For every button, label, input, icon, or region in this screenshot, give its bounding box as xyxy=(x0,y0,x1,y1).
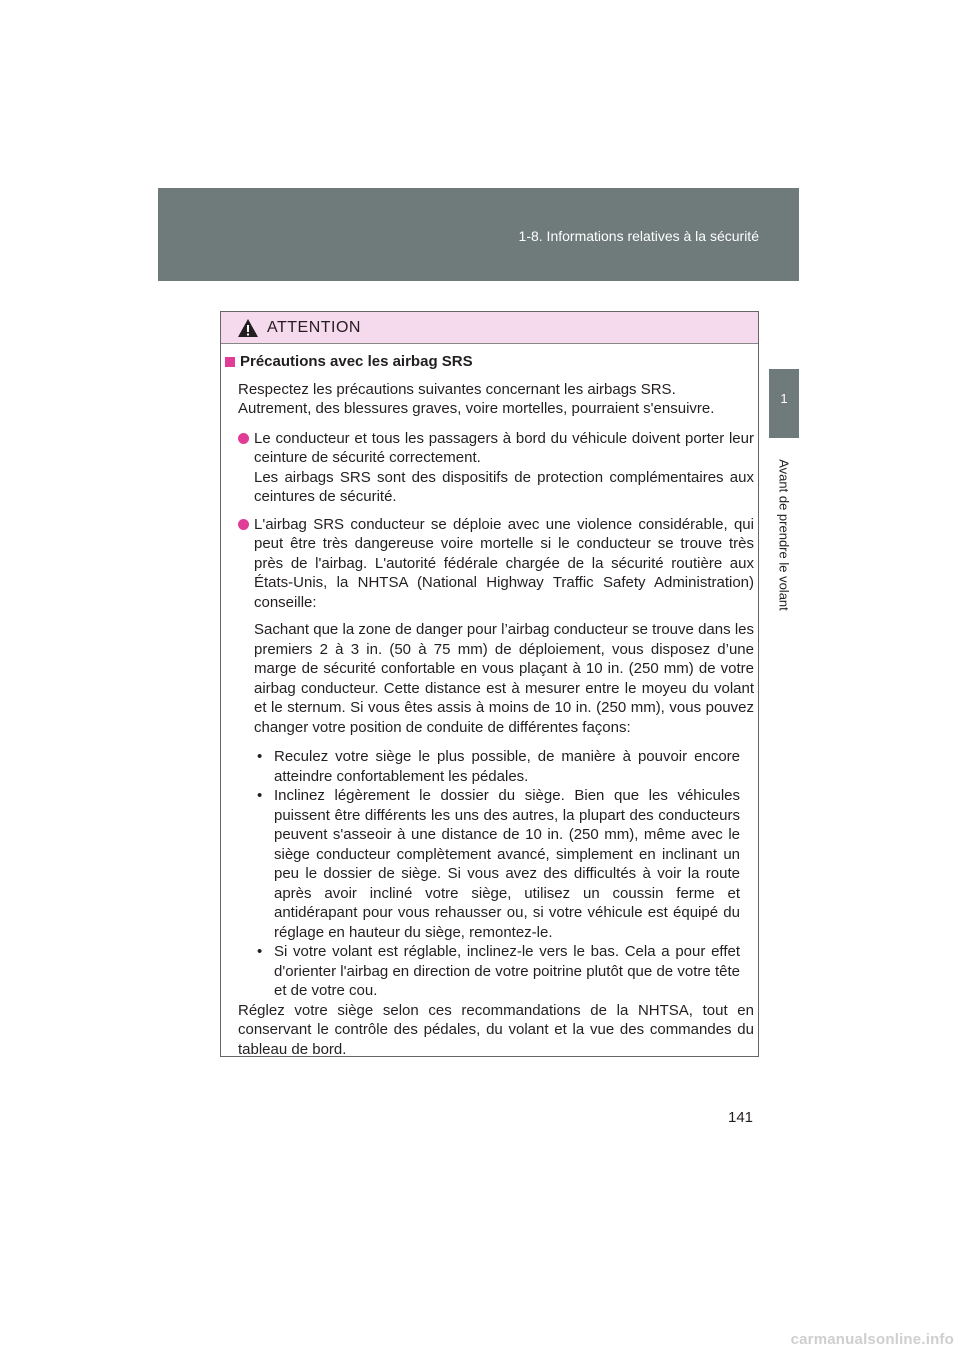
caution-header xyxy=(221,312,758,344)
caution-label: ATTENTION xyxy=(267,318,361,336)
chapter-title: Avant de prendre le volant xyxy=(776,459,792,611)
sub-bullet-mark: • xyxy=(257,787,263,804)
watermark: carmanualsonline.info xyxy=(790,1331,954,1348)
section-heading xyxy=(225,352,754,372)
list-item-text: Les airbags SRS sont des dispositifs de protection complémentaires aux ceintures de sécurité. xyxy=(254,468,754,505)
sub-bullet-mark: • xyxy=(257,943,263,960)
chapter-number: 1 xyxy=(780,391,788,406)
final-paragraph: Réglez votre siège selon ces recommandations de la NHTSA, tout en conservant le contrôle des pédales, du volant et la vue des commandes du tableau de bord. xyxy=(238,1001,754,1058)
detail-paragraph: Sachant que la zone de danger pour l’airbag conducteur se trouve dans les premiers 2 à 3 in. (50 à 75 mm) de déploiement, vous disposez d’une marge de sécurité confortable en vous plaçant à 10 in. (250 mm) de votre airbag conducteur. Cette distance est à mesurer entre le moyeu du volant et le sternum. Si vous êtes assis à moins de 10 in. (250 mm), vous pouvez changer votre position de conduite de différentes façons: xyxy=(254,621,754,736)
list-item xyxy=(225,429,754,507)
sub-list-item xyxy=(225,942,754,1001)
square-bullet-icon xyxy=(225,357,235,367)
intro-paragraph xyxy=(225,380,754,419)
caution-content xyxy=(225,352,754,1059)
circle-bullet-icon xyxy=(238,433,249,444)
chapter-tab xyxy=(769,369,799,438)
list-item-text: L'airbag SRS conducteur se déploie avec une violence considérable, qui peut être très dangereuse voire mortelle si le conducteur se trouve très près de l'airbag. L'autorité fédérale chargée de la sécurité routière aux États-Unis, la NHTSA (National Highway Traffic Safety Administration) conseille: xyxy=(254,515,754,611)
sub-list-item xyxy=(225,747,754,786)
intro-line: Respectez les précautions suivantes concernant les airbags SRS. xyxy=(238,380,676,398)
sub-list-item-text: Reculez votre siège le plus possible, de manière à pouvoir encore atteindre confortablement les pédales. xyxy=(274,748,740,785)
circle-bullet-icon xyxy=(238,519,249,530)
intro-line: Autrement, des blessures graves, voire mortelles, pourraient s'ensuivre. xyxy=(238,400,715,417)
sub-list-item-text: Inclinez légèrement le dossier du siège. Bien que les véhicules puissent être différents les uns des autres, la plupart des conducteurs peuvent s'asseoir à une distance de 10 in. (250 mm), même avec le siège conducteur complètement avancé, simplement en inclinant un peu le dossier de siège. Si vous avez des difficultés à voir la route après avoir incliné votre siège, utilisez un coussin ferme et antidérapant pour vous rehausser ou, si votre véhicule est équipé du réglage en hauteur du siège, remontez-le. xyxy=(274,787,740,941)
sub-list-item-text: Si votre volant est réglable, inclinez-le vers le bas. Cela a pour effet d'orienter l'airbag en direction de votre poitrine plutôt que de votre tête et de votre cou. xyxy=(274,943,740,999)
warning-icon xyxy=(237,318,259,338)
page-number: 141 xyxy=(728,1109,754,1126)
section-heading-text: Précautions avec les airbag SRS xyxy=(240,353,473,370)
list-item xyxy=(225,515,754,613)
sub-bullet-mark: • xyxy=(257,748,263,765)
caution-box xyxy=(220,311,759,1057)
header-band xyxy=(158,188,799,281)
section-title: 1-8. Informations relatives à la sécurité xyxy=(518,228,759,244)
list-item-text: Le conducteur et tous les passagers à bord du véhicule doivent porter leur ceinture de sécurité correctement. xyxy=(254,429,754,466)
sub-list-item xyxy=(225,786,754,942)
